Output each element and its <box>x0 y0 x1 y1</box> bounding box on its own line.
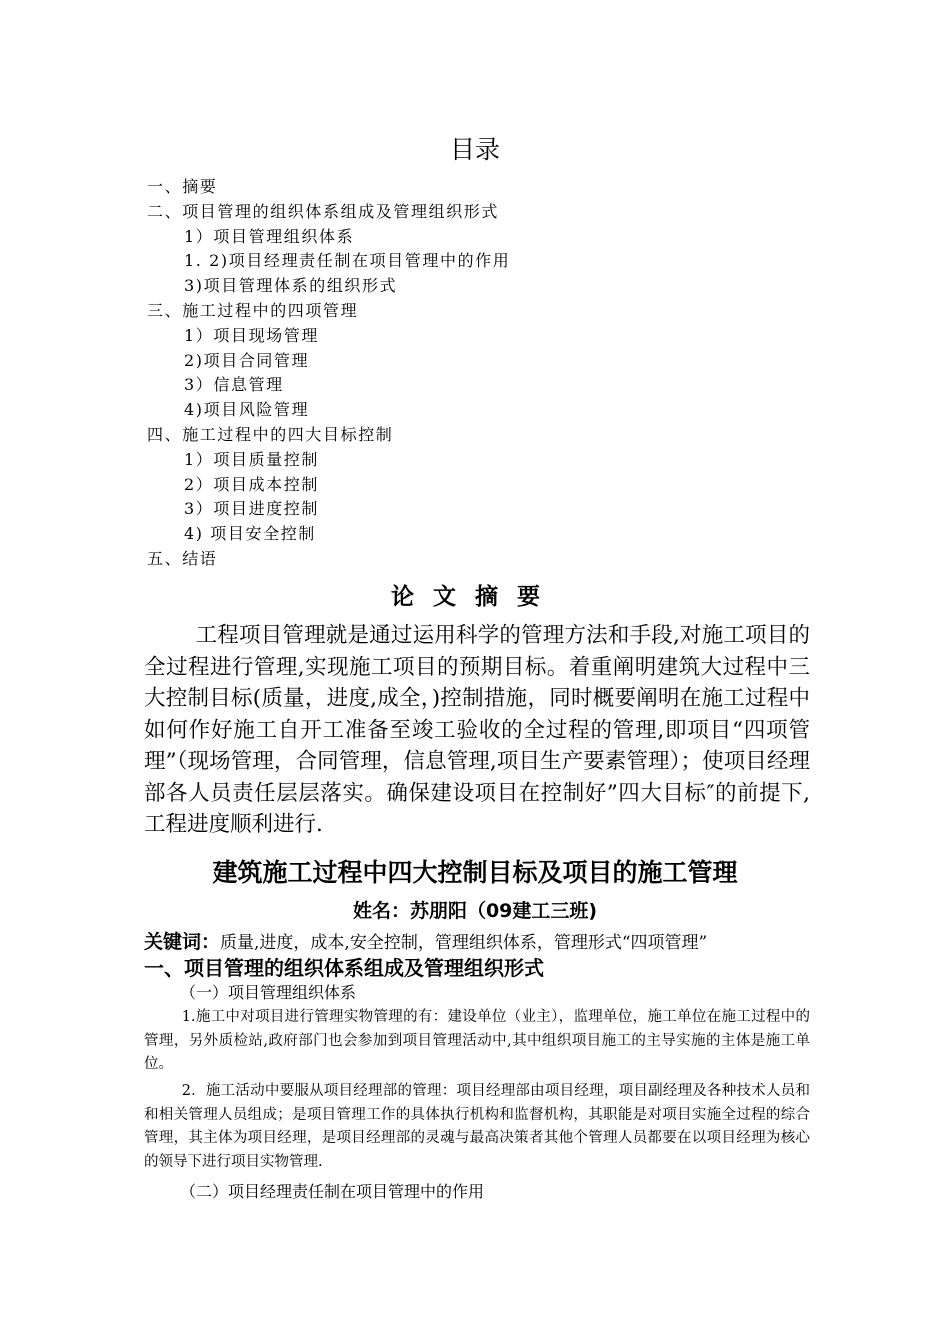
toc-entry: 3）信息管理 <box>184 375 284 395</box>
toc-entry: 五、结语 <box>147 548 218 568</box>
toc-entry: 二、项目管理的组织体系组成及管理组织形式 <box>147 201 500 221</box>
body-paragraph-1 <box>144 1006 810 1077</box>
toc-entry: 4) 项目安全控制 <box>184 524 316 544</box>
toc-entry: 1. 2)项目经理责任制在项目管理中的作用 <box>184 251 511 271</box>
toc-entry: 2）项目成本控制 <box>184 474 319 494</box>
toc-entry: 1）项目现场管理 <box>184 325 319 345</box>
keywords-text: 质量,进度，成本,安全控制，管理组织体系，管理形式“四项管理” <box>220 933 708 953</box>
toc-entry: 一、摘要 <box>147 177 218 196</box>
table-of-contents <box>147 175 847 572</box>
abstract-title: 论文摘要 <box>391 583 559 610</box>
toc-entry: 1）项目质量控制 <box>184 449 319 469</box>
section-heading-1: 一、项目管理的组织体系组成及管理组织形式 <box>144 956 544 980</box>
toc-entry: 3）项目进度控制 <box>184 499 319 519</box>
toc-entry: 1）项目管理组织体系 <box>184 226 355 246</box>
abstract-body <box>144 620 810 841</box>
toc-entry: 3)项目管理体系的组织形式 <box>184 276 398 296</box>
keywords-label: 关键词： <box>144 931 221 953</box>
paragraph-text: 2．施工活动中要服从项目经理部的管理：项目经理部由项目经理，项目副经理及各种技术人员和和相关管理人员组成；是项目管理工作的具体执行机构和监督机构，其职能是对项目实施全过程的综合管理，其主体为项目经理，是项目经理部的灵魂与最高决策者其他个管理人员都要在以项目经理为核心的领导下进行项目实物管理. <box>144 1083 810 1170</box>
abstract-paragraph: 工程项目管理就是通过运用科学的管理方法和手段,对施工项目的全过程进行管理,实现施工项目的预期目标。着重阐明建筑大过程中三大控制目标(质量，进度,成全，)控制措施，同时概要阐明在施工过程中如何作好施工自开工准备至竣工验收的全过程的管理,即项目“四项管理”（现场管理，合同管理，信息管理,项目生产要素管理）；使项目经理部各人员责任层层落实。确保建设项目在控制好”四大目标″的前提下,工程进度顺利进行. <box>144 623 810 837</box>
toc-entry: 三、施工过程中的四项管理 <box>147 300 359 320</box>
body-paragraph-2 <box>144 1080 810 1174</box>
toc-entry: 4)项目风险管理 <box>184 400 310 420</box>
subsection-heading-1: （一）项目管理组织体系 <box>180 983 357 1002</box>
toc-title: 目录 <box>449 135 500 164</box>
paper-title: 建筑施工过程中四大控制目标及项目的施工管理 <box>212 858 738 887</box>
toc-entry: 2)项目合同管理 <box>184 350 310 370</box>
toc-entry: 四、施工过程中的四大目标控制 <box>147 424 394 444</box>
subsection-heading-2: （二）项目经理责任制在项目管理中的作用 <box>180 1182 485 1201</box>
keywords-line <box>144 929 824 956</box>
paragraph-text: 1.施工中对项目进行管理实物管理的有：建设单位（业主），监理单位，施工单位在施工过程中的管理，另外质检站,政府部门也会参加到项目管理活动中,其中组织项目施工的主导实施的主体是施工单位。 <box>144 1009 810 1072</box>
author-line: 姓名：苏朋阳（09建工三班) <box>352 900 598 922</box>
